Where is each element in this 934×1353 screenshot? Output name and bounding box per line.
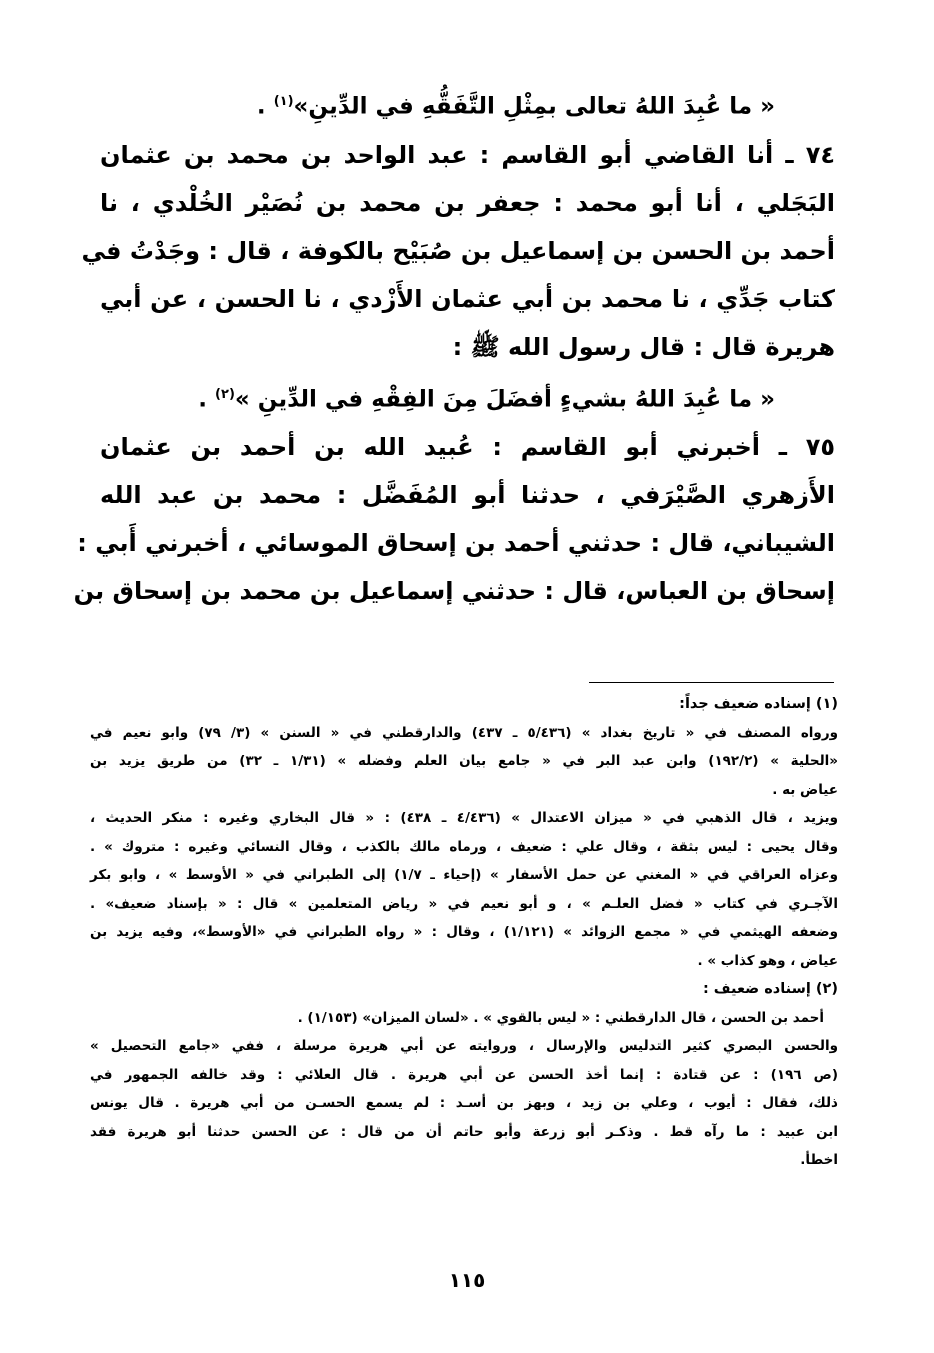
footnote-line: ابن عبيد : ما رآه قط . وذكـر أبو زرعة وأبو حاتم أن من قال : عن الحسن حدثنا أبو هريرة فقد: [90, 1123, 838, 1140]
footnote-ref-2[interactable]: (٢): [215, 386, 235, 402]
footnote-ref-1[interactable]: (١): [273, 94, 294, 109]
footnote-line: «الحلية » (١٩٢/٢) وابن عبد البر في « جامع بيان العلم وفضله » (١/٣١ ـ ٣٢) من طريق يزيد بن: [90, 753, 839, 769]
footnote-line: وضعفه الهيثمي في « مجمع الزوائد » (١/١٢١) ، وقال : « رواه الطبراني في «الأوسط»، وفيه يزيد بن: [90, 924, 838, 940]
hadith-quote-2: « ما عُبِدَ اللهُ بشيءٍ أفضَلَ مِنَ الفِقْهِ في الدِّينِ »$^{(٢)}$ .: [198, 386, 775, 413]
footnotes: [90, 690, 838, 1175]
hadith-75-line: الأَزهري الصَّيْرَفي ، حدثنا أبو المُفَضَّل : محمد بن عبد الله: [100, 481, 835, 510]
hadith-quote-1: « ما عُبِدَ اللهُ تعالى بمِثْلِ التَّفَقُّهِ في الدِّينِ»$^{(١)}$ .: [256, 93, 775, 120]
footnote-line: ويزيد ، قال الذهبي في « ميزان الاعتدال » (٤/٤٣٦ ـ ٤٣٨) : « قال البخاري وغيره : منكر الحديث ،: [90, 810, 838, 826]
footnote-line: اخطأ.: [800, 1152, 838, 1168]
main-text: [73, 78, 835, 615]
footnote-line: ورواه المصنف في « تاريخ بغداد » (٥/٤٣٦ ـ ٤٣٧) والدارقطني في « السنن » (٣/ ٧٩) وابو نعيم في: [90, 724, 838, 741]
footnote-line: أحمد بن الحسن ، قال الدارقطني : « ليس بالقوي » . «لسان الميزان» (١/١٥٣) .: [297, 1009, 824, 1026]
quote-1-text: « ما عُبِدَ اللهُ تعالى بمِثْلِ التَّفَقُّهِ في الدِّينِ»: [293, 93, 775, 120]
hadith-75-line: إسحاق بن العباس، قال : حدثني إسماعيل بن محمد بن إسحاق بن: [73, 577, 835, 606]
footnote-line: عياض ، وهو كذاب » .: [697, 952, 838, 969]
quote-2-text: « ما عُبِدَ اللهُ بشيءٍ أفضَلَ مِنَ الفِقْهِ في الدِّينِ »: [234, 386, 775, 413]
footnote-line: وعزاه العراقي في « المغني عن حمل الأسفار » (إحياء ـ ١/٧) إلى الطبراني في « الأوسط » ، وابو بكر: [90, 867, 838, 883]
hadith-74-line: أحمد بن الحسن بن إسماعيل بن صُبَيْح بالكوفة ، قال : وجَدْتُ في: [81, 236, 835, 265]
page-number: ١١٥: [448, 1268, 486, 1292]
hadith-74: [81, 131, 835, 371]
hadith-74-line: البَجَلي ، أنا أبو محمد : جعفر بن محمد بن نُصَيْر الخُلْدي ، نا: [100, 188, 835, 217]
footnote-2-heading: (٢) إسناده ضعيف :: [702, 981, 838, 997]
hadith-74-line: هريرة قال : قال رسول الله ﷺ :: [452, 332, 835, 361]
footnote-line: (ص ١٩٦) : عن قتادة : إنما أخذ الحسن عن أبي هريرة . قال العلائي : وقد خالفه الجمهور في: [90, 1066, 838, 1083]
footnote-line: وقال يحيى : ليس بثقة ، وقال علي : ضعيف ، ورماه مالك بالكذب ، وقال النسائي وغيره : متروك » .: [90, 838, 838, 855]
footnote-divider: [589, 682, 834, 683]
hadith-75-line: الشيباني، قال : حدثني أحمد بن إسحاق الموسائي ، أخبرني أَبي :: [77, 529, 835, 558]
footnote-line: والحسن البصري كثير التدليس والإرسال ، وروايته عن أبي هريرة مرسلة ، ففي «جامع التحصيل »: [90, 1038, 838, 1054]
hadith-75-line: ٧٥ ـ أخبرني أبو القاسم : عُبيد الله بن أحمد بن عثمان: [100, 433, 835, 462]
hadith-74-line: ٧٤ ـ أنا القاضي أبو القاسم : عبد الواحد بن محمد بن عثمان: [100, 140, 835, 169]
hadith-75: [73, 423, 835, 615]
footnote-line: الآجـري في كتاب « فضل العلـم » ، و أبو نعيم في « رياض المتعلمين » قال : « بإسناد ضعيف» .: [90, 895, 838, 912]
hadith-74-line: كتاب جَدِّي ، نا محمد بن أبي عثمان الأَزْدي ، نا الحسن ، عن أبي: [100, 284, 835, 313]
footnote-line: عياض به .: [772, 781, 838, 798]
footnote-1-heading: (١) إسناده ضعيف جداً:: [679, 696, 838, 712]
footnote-line: ذلك، فقال : أيوب ، وعلي بن زيد ، وبهز بن أسـد : لم يسمع الحسـن من أبي هريرة . قال يونس: [90, 1095, 838, 1111]
